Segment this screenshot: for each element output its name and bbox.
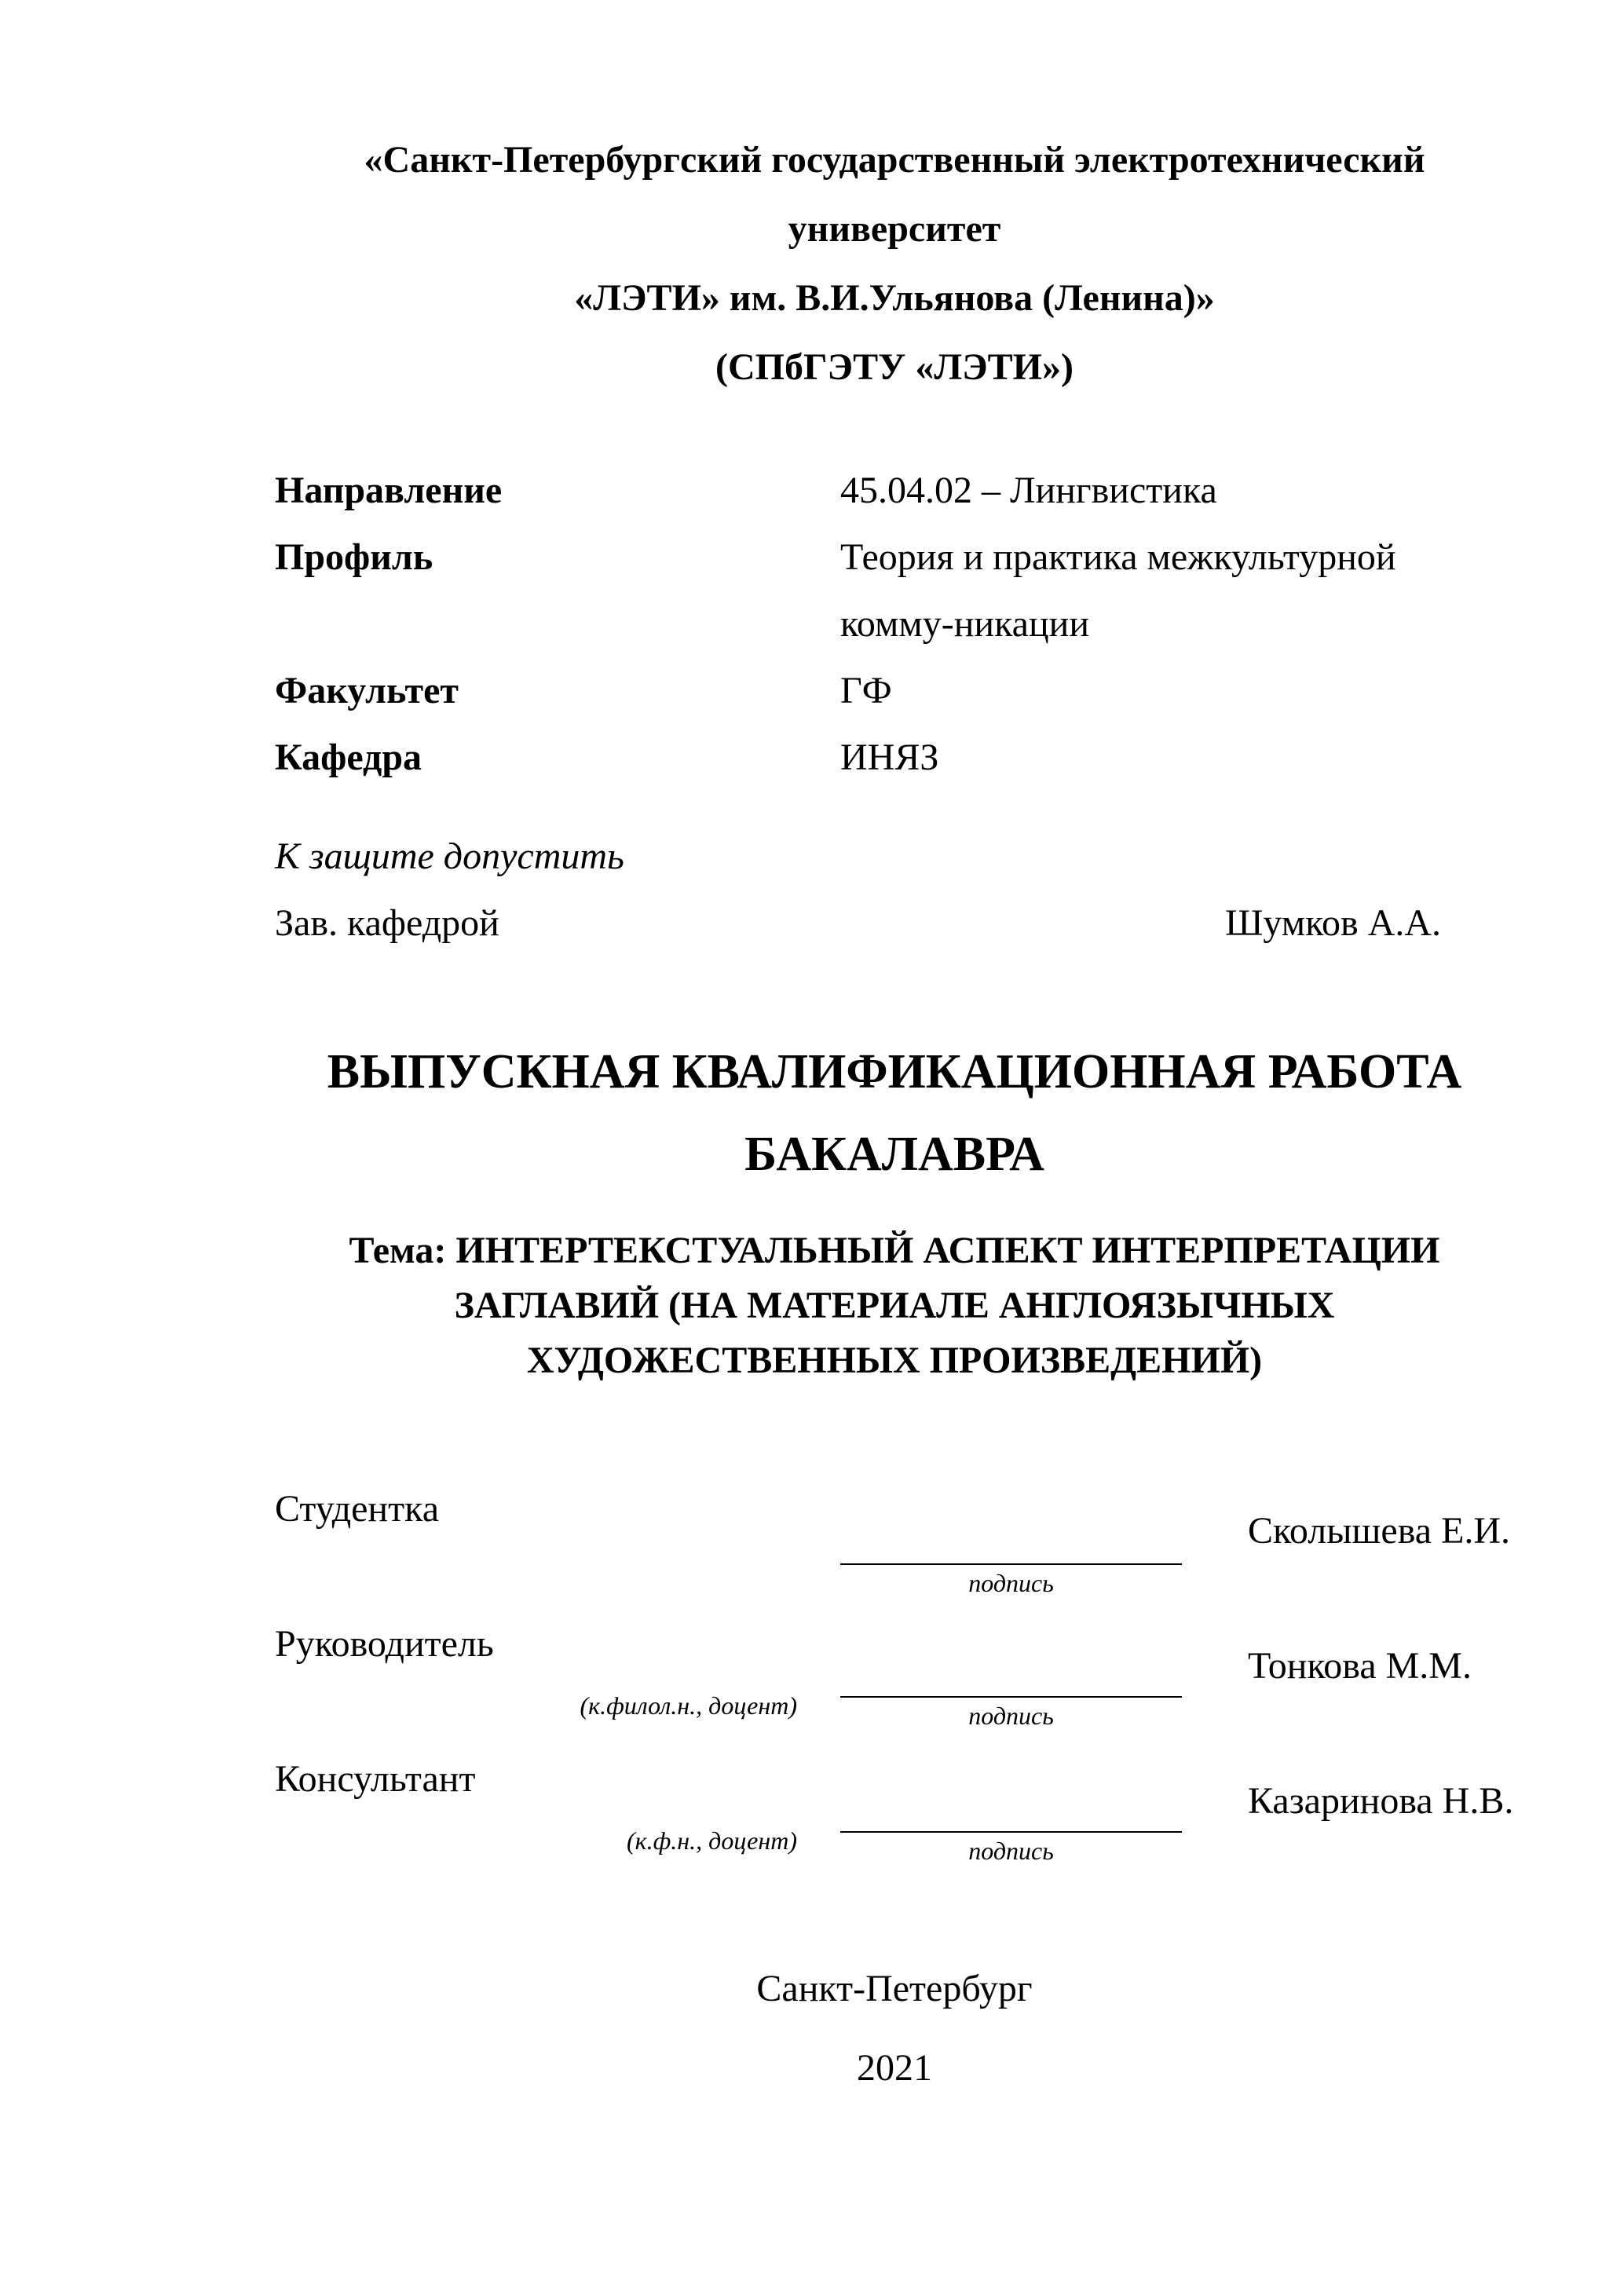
department-head-row (275, 890, 1514, 956)
signature-row-consultant (275, 1757, 1514, 1892)
faculty-value: ГФ (840, 670, 892, 711)
thesis-title (275, 1031, 1514, 1196)
consultant-role-label: Консультант (275, 1758, 476, 1800)
student-signature-line (840, 1487, 1182, 1565)
thesis-theme-line-1: Тема: ИНТЕРТЕКСТУАЛЬНЫЙ АСПЕКТ ИНТЕРПРЕТАЦИИ (349, 1230, 1440, 1271)
faculty-label: Факультет (275, 670, 459, 711)
consultant-name: Казаринова Н.В. (1248, 1780, 1514, 1822)
consultant-qualification: (к.ф.н., доцент) (626, 1826, 797, 1855)
thesis-title-line-2: БАКАЛАВРА (744, 1128, 1044, 1181)
consultant-signature-caption: подпись (968, 1837, 1054, 1865)
approval-block (275, 823, 1514, 956)
department-value: ИНЯЗ (840, 737, 939, 778)
consultant-signature-area (840, 1757, 1182, 1869)
university-header (275, 126, 1514, 402)
footer-city: Санкт-Петербург (756, 1968, 1033, 2009)
supervisor-signature-area (840, 1622, 1182, 1734)
university-header-line-1: «Санкт-Петербургский государственный электротехнический университет (364, 139, 1425, 250)
thesis-theme-line-3: ХУДОЖЕСТВЕННЫХ ПРОИЗВЕДЕНИЙ) (526, 1340, 1263, 1381)
supervisor-signature-line (840, 1622, 1182, 1698)
student-name: Сколышева Е.И. (1248, 1510, 1511, 1552)
program-details (275, 457, 1514, 791)
signature-row-student (275, 1487, 1514, 1622)
profile-label: Профиль (275, 536, 433, 578)
thesis-theme (275, 1223, 1514, 1388)
student-signature-caption: подпись (968, 1569, 1054, 1597)
detail-row-faculty (275, 657, 1514, 724)
detail-row-profile (275, 524, 1514, 657)
admit-to-defense-line: К защите допустить (275, 835, 624, 877)
university-header-line-3: (СПбГЭТУ «ЛЭТИ») (715, 346, 1074, 388)
direction-label: Направление (275, 470, 503, 511)
supervisor-name: Тонкова М.М. (1248, 1645, 1472, 1687)
department-head-label: Зав. кафедрой (275, 902, 499, 944)
footer-year: 2021 (857, 2047, 932, 2089)
student-signature-area (840, 1487, 1182, 1601)
profile-value: Теория и практика межкультурной комму-никации (840, 536, 1396, 645)
department-head-name: Шумков А.А. (1225, 902, 1442, 944)
detail-row-direction (275, 457, 1514, 524)
direction-value: 45.04.02 – Лингвистика (840, 470, 1217, 511)
supervisor-signature-caption: подпись (968, 1702, 1054, 1730)
signature-row-supervisor (275, 1622, 1514, 1757)
supervisor-role-label: Руководитель (275, 1623, 494, 1665)
supervisor-qualification: (к.филол.н., доцент) (580, 1691, 797, 1720)
student-role-label: Студентка (275, 1488, 439, 1530)
thesis-title-line-1: ВЫПУСКНАЯ КВАЛИФИКАЦИОННАЯ РАБОТА (327, 1045, 1462, 1099)
thesis-theme-line-2: ЗАГЛАВИЙ (НА МАТЕРИАЛЕ АНГЛОЯЗЫЧНЫХ (454, 1285, 1335, 1326)
department-label: Кафедра (275, 737, 422, 778)
detail-row-department (275, 724, 1514, 791)
consultant-signature-line (840, 1757, 1182, 1833)
signatures-block (275, 1487, 1514, 1892)
university-header-line-2: «ЛЭТИ» им. В.И.Ульянова (Ленина)» (574, 277, 1215, 319)
